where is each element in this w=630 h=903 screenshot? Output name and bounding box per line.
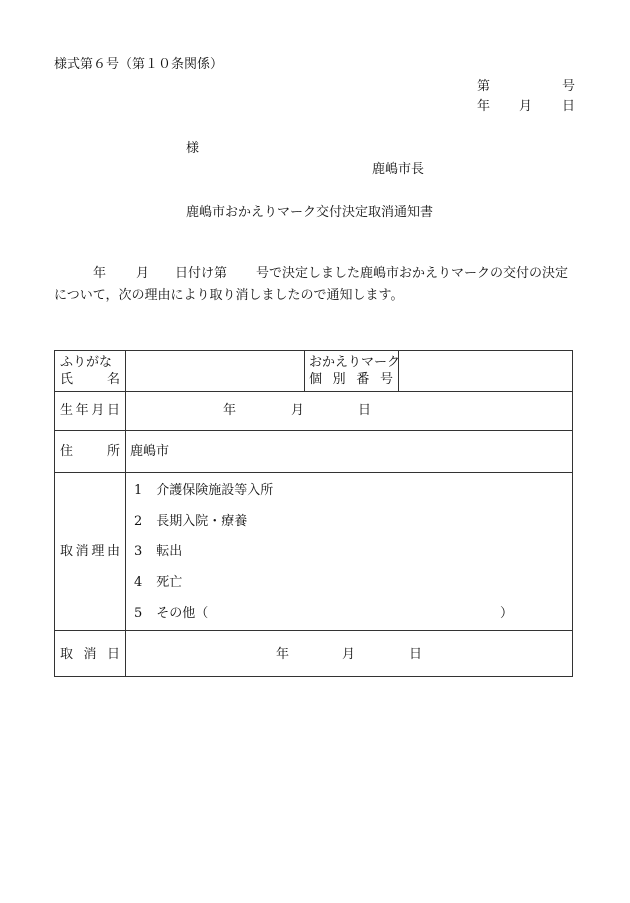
cancel-day: 日 [409,647,423,662]
name-label: 氏 名 [60,372,120,387]
reason-text: 介護保険施設等入所 [156,483,274,498]
doc-number-suffix: 号 [562,79,576,94]
address-value: 鹿嶋市 [130,444,170,459]
body-year: 年 [93,266,107,281]
furigana-label: ふりがな [60,355,113,370]
reason-item[interactable] [134,514,247,530]
reason-label: 取 消 理 由 [60,544,120,559]
table-column-divider [125,351,126,676]
cancel-month: 月 [342,647,356,662]
form-number: 様式第６号（第１０条関係） [54,57,224,72]
table-row-divider [55,630,572,631]
sender-name: 鹿嶋市長 [372,162,425,177]
reason-text: 転出 [156,544,183,559]
table-row-divider [55,391,572,392]
address-label: 住 所 [60,444,120,459]
table-row-divider [55,430,572,431]
table-column-divider [304,351,305,391]
document-title: 鹿嶋市おかえりマーク交付決定取消通知書 [186,205,434,220]
cancel-year: 年 [276,647,290,662]
table-row-divider [55,472,572,473]
dob-month: 月 [291,403,305,418]
reason-item[interactable] [134,606,208,622]
mark-number-field[interactable] [405,354,565,388]
reason-number: 2 [134,514,143,529]
cancel-date-label: 取 消 日 [60,647,120,662]
body-text-line2: について，次の理由により取り消しましたので通知します。 [54,288,404,303]
name-field[interactable] [135,354,295,388]
reason-text: その他（ [156,606,209,621]
body-text-rest: 号で決定しました鹿嶋市おかえりマークの交付の決定 [256,266,569,281]
issue-date-year: 年 [477,99,491,114]
dob-label: 生 年 月 日 [60,403,120,418]
reason-text: 死亡 [156,575,183,590]
reason-number: 3 [134,544,143,559]
reason-number: 1 [134,483,143,498]
issue-date-month: 月 [519,99,533,114]
mark-label-line2: 個 別 番 号 [309,372,393,387]
reason-number: 4 [134,575,143,590]
issue-date-day: 日 [562,99,576,114]
dob-year: 年 [223,403,237,418]
other-close-paren: ） [500,606,514,621]
dob-day: 日 [358,403,372,418]
cancellation-form-table [54,350,573,677]
body-day-ref: 日付け第 [175,266,228,281]
addressee-sama: 様 [186,141,200,156]
reason-item[interactable] [134,575,182,591]
doc-number-label: 第 [477,79,491,94]
reason-text: 長期入院・療養 [156,514,248,529]
reason-number: 5 [134,606,143,621]
reason-item[interactable] [134,483,273,499]
body-month: 月 [136,266,150,281]
reason-item[interactable] [134,544,182,560]
mark-label-line1: おかえりマーク [309,355,401,370]
